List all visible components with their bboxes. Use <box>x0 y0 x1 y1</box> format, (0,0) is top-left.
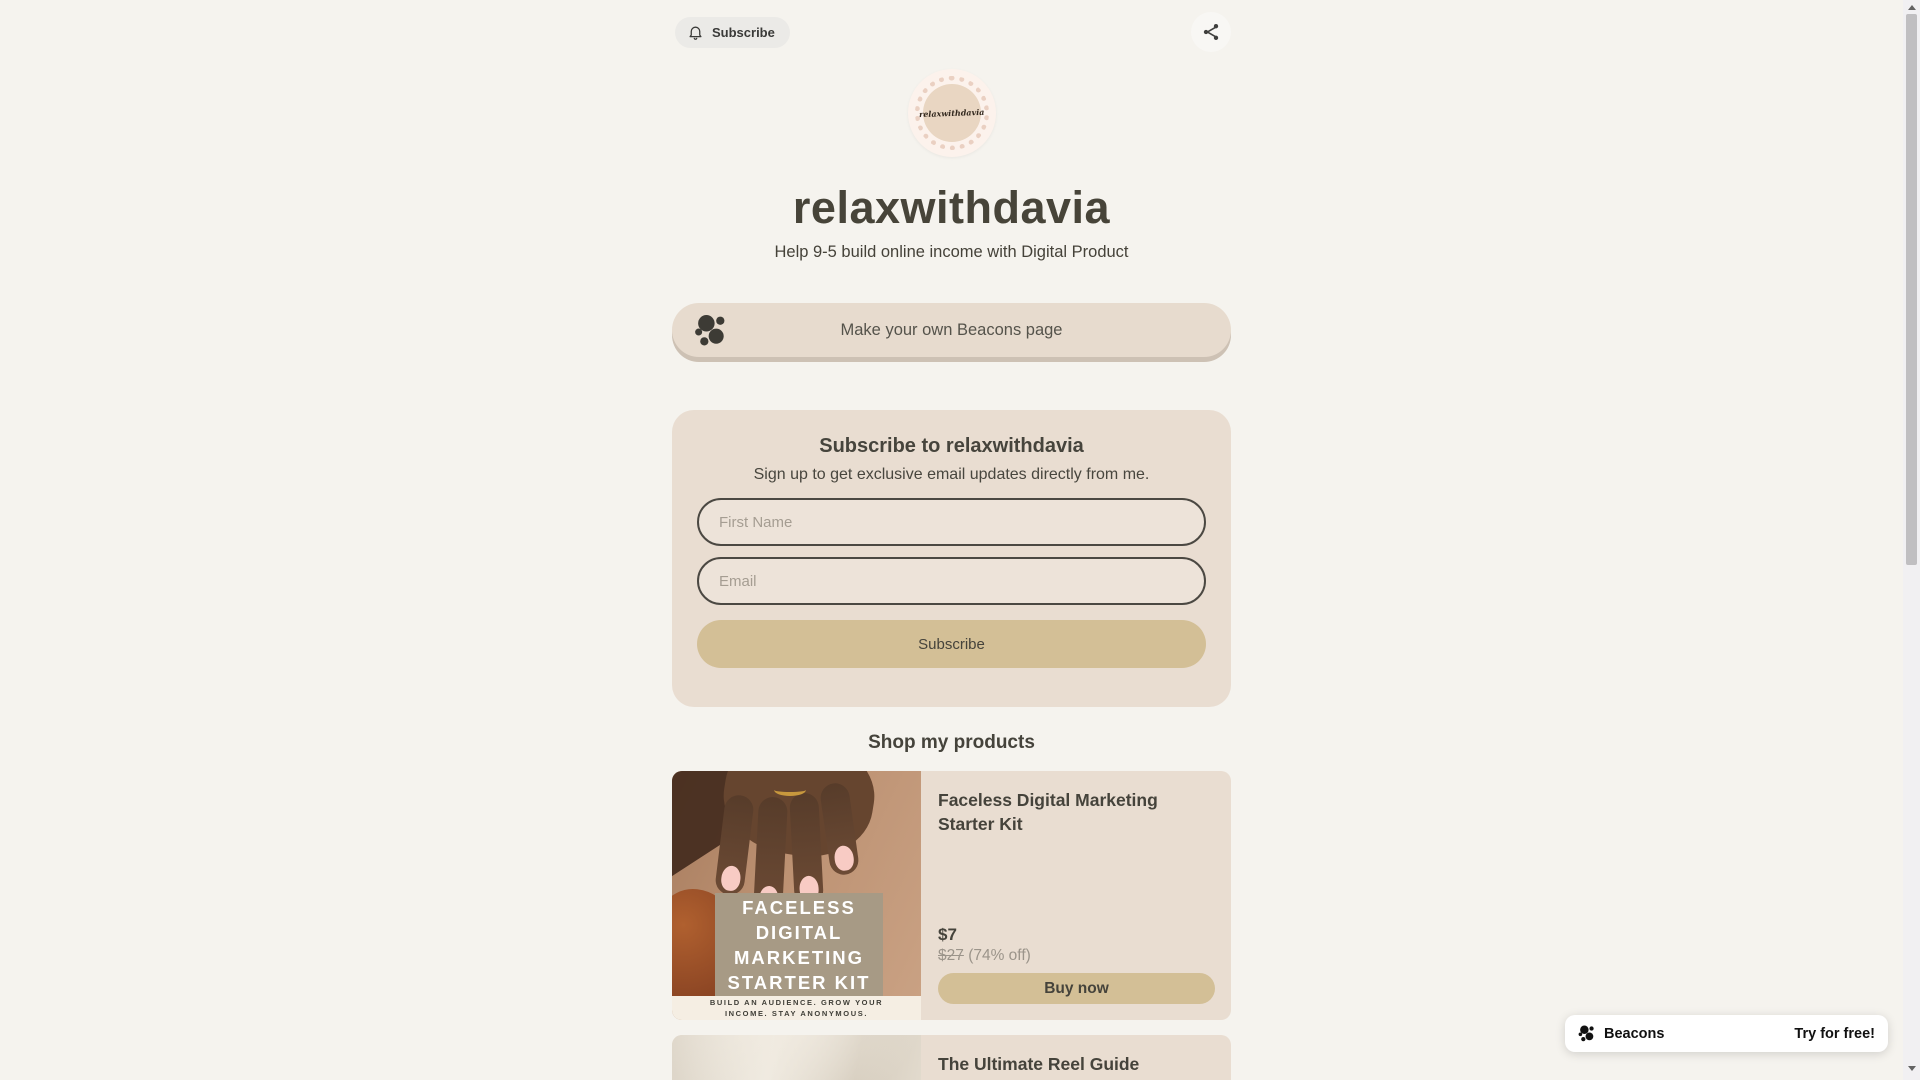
product-price: $7 <box>938 925 957 944</box>
share-button[interactable] <box>1191 12 1231 52</box>
product-info <box>921 771 1231 1020</box>
scrollbar-up-arrow[interactable] <box>1908 5 1916 10</box>
profile-avatar <box>908 69 996 157</box>
beacons-logo-icon <box>694 314 727 347</box>
beacons-corner-badge[interactable] <box>1565 1015 1888 1052</box>
avatar-inner-circle <box>918 84 985 142</box>
avatar-logo-text: relaxwithdavia <box>918 106 985 120</box>
product-title: Faceless Digital Marketing Starter Kit <box>938 790 1158 834</box>
subscribe-pill-button[interactable] <box>675 17 790 48</box>
subscribe-pill-label: Subscribe <box>712 24 775 40</box>
product-image-reel-guide <box>672 1035 921 1080</box>
make-beacons-page-button[interactable] <box>672 303 1231 357</box>
subscribe-card-title: Subscribe to relaxwithdavia <box>819 435 1084 457</box>
image-gold-ring-shape <box>774 784 806 796</box>
beacons-badge-logo-icon <box>1578 1025 1595 1042</box>
subscribe-submit-button[interactable]: Subscribe <box>697 620 1206 668</box>
image-title-box <box>715 893 883 996</box>
first-name-input[interactable] <box>697 498 1206 546</box>
shop-heading: Shop my products <box>868 732 1035 753</box>
product-title: The Ultimate Reel Guide <box>938 1054 1140 1074</box>
top-bar <box>672 0 1231 52</box>
product-card-faceless-kit[interactable] <box>672 771 1231 1020</box>
beacons-badge-cta: Try for free! <box>1794 1025 1875 1042</box>
scrollbar-down-arrow[interactable] <box>1908 1066 1916 1071</box>
make-beacons-page-label: Make your own Beacons page <box>840 320 1063 339</box>
bell-icon <box>687 24 704 41</box>
image-title-text: FACELESS DIGITAL MARKETING STARTER KIT <box>727 896 871 993</box>
product-card-reel-guide[interactable] <box>672 1035 1231 1080</box>
beacons-badge-brand: Beacons <box>1604 1025 1665 1042</box>
main-column <box>672 0 1231 1080</box>
buy-now-button[interactable]: Buy now <box>938 973 1215 1004</box>
vertical-scrollbar-track <box>1903 0 1920 1080</box>
subscribe-card <box>672 410 1231 707</box>
product-discount: (74% off) <box>968 947 1031 964</box>
page-subtitle: Help 9-5 build online income with Digital Product <box>774 243 1129 261</box>
product-compare-price <box>938 947 1215 965</box>
image-caption-text: BUILD AN AUDIENCE. GROW YOUR INCOME. STAY ANONYMOUS. <box>709 998 884 1018</box>
product-info <box>921 1035 1231 1080</box>
share-icon <box>1201 22 1221 42</box>
email-input[interactable] <box>697 557 1206 605</box>
subscribe-card-subtitle: Sign up to get exclusive email updates directly from me. <box>753 466 1150 483</box>
page-title: relaxwithdavia <box>792 182 1111 233</box>
product-image-faceless-kit <box>672 771 921 1020</box>
image-finger-shape <box>789 792 824 905</box>
product-original-price: $27 <box>938 947 964 964</box>
scrollbar-thumb[interactable] <box>1906 14 1917 565</box>
image-caption-strip <box>672 996 921 1020</box>
